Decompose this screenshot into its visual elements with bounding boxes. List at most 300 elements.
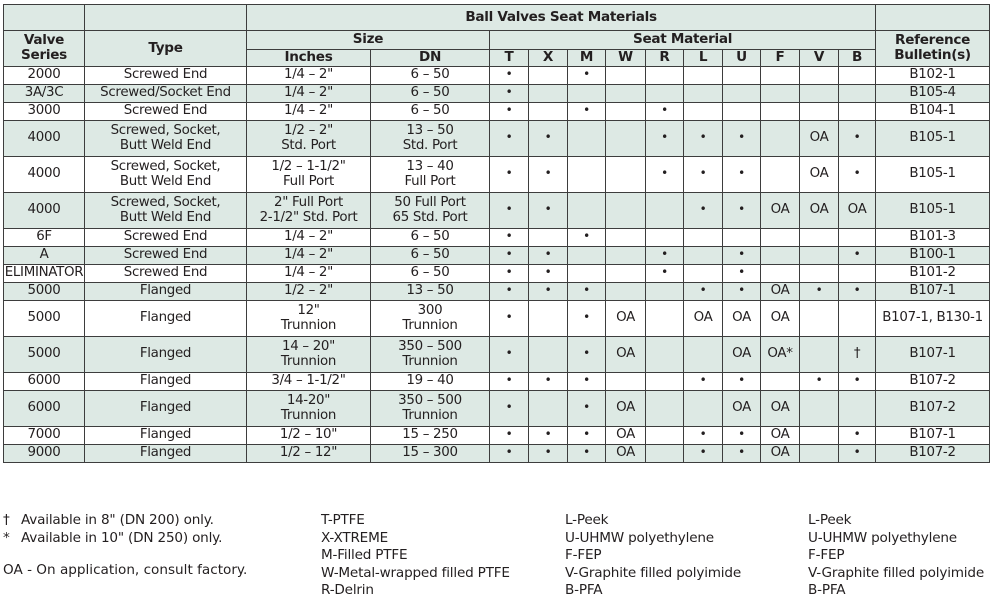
cell-material-m (568, 246, 606, 264)
table-row (4, 84, 990, 102)
cell-inches: 1/4 – 2" (247, 84, 371, 102)
cell-type: Screwed/Socket End (85, 84, 247, 102)
cell-type: Flanged (85, 426, 247, 444)
cell-material-u: • (723, 120, 761, 156)
cell-material-v (800, 444, 839, 462)
cell-inches: 1/2 – 12" (247, 444, 371, 462)
cell-material-m (568, 120, 606, 156)
cell-dn: 15 – 250 (371, 426, 490, 444)
cell-material-f: OA (761, 426, 800, 444)
cell-inches: 2" Full Port 2-1/2" Std. Port (247, 192, 371, 228)
cell-material-t: • (490, 390, 529, 426)
legend-item: B-PFA (808, 582, 846, 598)
cell-dn: 13 – 50 Std. Port (371, 120, 490, 156)
header-material-m: M (568, 50, 606, 67)
cell-inches: 1/2 – 2" (247, 282, 371, 300)
cell-material-u (723, 102, 761, 120)
cell-material-w (606, 84, 646, 102)
cell-dn: 350 – 500 Trunnion (371, 390, 490, 426)
cell-material-x: • (529, 372, 568, 390)
star-note: * Available in 10" (DN 250) only. (3, 529, 223, 546)
cell-material-f: OA (761, 300, 800, 336)
seat-materials-table (3, 4, 990, 463)
header-dn: DN (371, 50, 490, 67)
cell-material-r: • (646, 102, 684, 120)
cell-material-t: • (490, 102, 529, 120)
cell-material-v (800, 66, 839, 84)
cell-material-r: • (646, 264, 684, 282)
cell-reference: B107-1 (876, 426, 990, 444)
cell-material-u: • (723, 444, 761, 462)
header-material-u: U (723, 50, 761, 67)
cell-inches: 1/4 – 2" (247, 246, 371, 264)
cell-material-r (646, 66, 684, 84)
cell-material-f (761, 156, 800, 192)
cell-material-x (529, 336, 568, 372)
cell-material-r (646, 372, 684, 390)
material-legend-3 (808, 512, 984, 600)
cell-material-b (839, 102, 876, 120)
cell-material-b (839, 390, 876, 426)
cell-dn: 6 – 50 (371, 264, 490, 282)
cell-material-r (646, 336, 684, 372)
cell-series: 3000 (4, 102, 85, 120)
cell-material-b: • (839, 282, 876, 300)
cell-material-v: • (800, 282, 839, 300)
cell-material-w (606, 372, 646, 390)
table-title: Ball Valves Seat Materials (247, 5, 876, 31)
cell-inches: 1/4 – 2" (247, 66, 371, 84)
cell-material-v: OA (800, 192, 839, 228)
cell-dn: 6 – 50 (371, 102, 490, 120)
cell-reference: B107-2 (876, 444, 990, 462)
cell-material-f: OA* (761, 336, 800, 372)
cell-material-f: OA (761, 444, 800, 462)
cell-material-w (606, 192, 646, 228)
cell-material-u (723, 66, 761, 84)
cell-material-m: • (568, 336, 606, 372)
cell-material-m: • (568, 102, 606, 120)
cell-material-m: • (568, 372, 606, 390)
cell-reference: B104-1 (876, 102, 990, 120)
legend-item: M-Filled PTFE (321, 547, 408, 563)
cell-type: Screwed, Socket, Butt Weld End (85, 192, 247, 228)
cell-material-t: • (490, 66, 529, 84)
cell-material-t: • (490, 192, 529, 228)
cell-material-l (684, 390, 723, 426)
cell-material-r (646, 282, 684, 300)
cell-reference: B107-1, B130-1 (876, 300, 990, 336)
cell-type: Flanged (85, 390, 247, 426)
cell-material-l (684, 336, 723, 372)
material-legend-2 (565, 512, 741, 600)
cell-series: 5000 (4, 336, 85, 372)
cell-material-w (606, 282, 646, 300)
cell-material-m (568, 156, 606, 192)
cell-material-w (606, 264, 646, 282)
cell-type: Screwed End (85, 102, 247, 120)
cell-inches: 1/4 – 2" (247, 264, 371, 282)
cell-material-f (761, 84, 800, 102)
cell-material-f (761, 264, 800, 282)
cell-type: Flanged (85, 282, 247, 300)
cell-material-w: OA (606, 300, 646, 336)
cell-material-r (646, 84, 684, 102)
header-material-r: R (646, 50, 684, 67)
cell-series: 5000 (4, 300, 85, 336)
cell-reference: B107-1 (876, 336, 990, 372)
header-reference: Reference Bulletin(s) (876, 31, 990, 67)
cell-material-u: OA (723, 300, 761, 336)
table-row (4, 282, 990, 300)
cell-material-r (646, 444, 684, 462)
cell-material-f: OA (761, 192, 800, 228)
table-row (4, 390, 990, 426)
cell-material-x: • (529, 282, 568, 300)
cell-material-l (684, 228, 723, 246)
cell-material-u: • (723, 426, 761, 444)
cell-material-u (723, 228, 761, 246)
cell-material-m (568, 264, 606, 282)
cell-inches: 1/2 – 10" (247, 426, 371, 444)
cell-inches: 14-20" Trunnion (247, 390, 371, 426)
dagger-note: † Available in 8" (DN 200) only. (3, 512, 214, 528)
cell-material-t: • (490, 264, 529, 282)
cell-material-x (529, 102, 568, 120)
table-row (4, 228, 990, 246)
header-material-l: L (684, 50, 723, 67)
cell-material-w: OA (606, 426, 646, 444)
cell-reference: B107-1 (876, 282, 990, 300)
cell-dn: 6 – 50 (371, 84, 490, 102)
cell-material-x: • (529, 426, 568, 444)
cell-material-v (800, 336, 839, 372)
legend-item: R-Delrin (321, 582, 374, 598)
legend-item: F-FEP (808, 547, 845, 563)
cell-material-m: • (568, 66, 606, 84)
cell-material-m: • (568, 444, 606, 462)
table-row (4, 372, 990, 390)
cell-material-w (606, 66, 646, 84)
cell-material-l: • (684, 156, 723, 192)
table-row (4, 336, 990, 372)
cell-material-v (800, 300, 839, 336)
legend-item: V-Graphite filled polyimide (808, 564, 984, 581)
cell-dn: 50 Full Port 65 Std. Port (371, 192, 490, 228)
legend-item: F-FEP (565, 547, 602, 563)
cell-inches: 1/2 – 1-1/2" Full Port (247, 156, 371, 192)
cell-dn: 13 – 40 Full Port (371, 156, 490, 192)
cell-material-v: • (800, 372, 839, 390)
cell-type: Screwed End (85, 246, 247, 264)
table-row (4, 246, 990, 264)
cell-type: Flanged (85, 372, 247, 390)
cell-series: 9000 (4, 444, 85, 462)
table-row (4, 156, 990, 192)
cell-material-u (723, 84, 761, 102)
cell-material-f (761, 120, 800, 156)
cell-material-u: • (723, 192, 761, 228)
legend-item: L-Peek (808, 512, 852, 528)
cell-material-v (800, 264, 839, 282)
cell-material-w: OA (606, 444, 646, 462)
cell-material-r (646, 300, 684, 336)
cell-material-t: • (490, 282, 529, 300)
cell-material-x: • (529, 246, 568, 264)
cell-material-m (568, 192, 606, 228)
cell-material-v (800, 228, 839, 246)
legend-item: W-Metal-wrapped filled PTFE (321, 564, 510, 581)
cell-material-b: • (839, 156, 876, 192)
cell-material-t: • (490, 300, 529, 336)
cell-dn: 15 – 300 (371, 444, 490, 462)
legend-item: U-UHMW polyethylene (808, 529, 957, 546)
cell-material-f (761, 66, 800, 84)
table-row (4, 300, 990, 336)
cell-reference: B105-1 (876, 120, 990, 156)
cell-material-b: • (839, 426, 876, 444)
header-material-b: B (839, 50, 876, 67)
cell-inches: 1/4 – 2" (247, 102, 371, 120)
cell-reference: B105-4 (876, 84, 990, 102)
cell-material-l (684, 84, 723, 102)
cell-material-l (684, 102, 723, 120)
cell-material-m: • (568, 282, 606, 300)
cell-series: 4000 (4, 192, 85, 228)
cell-material-m: • (568, 426, 606, 444)
cell-material-b: • (839, 372, 876, 390)
cell-reference: B105-1 (876, 156, 990, 192)
legend-item: X-XTREME (321, 529, 388, 546)
cell-series: 6000 (4, 372, 85, 390)
cell-dn: 6 – 50 (371, 66, 490, 84)
cell-inches: 14 – 20" Trunnion (247, 336, 371, 372)
cell-type: Flanged (85, 444, 247, 462)
cell-material-u: • (723, 282, 761, 300)
ref-spacer (876, 5, 990, 31)
cell-reference: B107-2 (876, 390, 990, 426)
cell-type: Screwed, Socket, Butt Weld End (85, 156, 247, 192)
cell-series: 4000 (4, 120, 85, 156)
cell-material-t: • (490, 228, 529, 246)
cell-material-x: • (529, 156, 568, 192)
header-seat-material: Seat Material (490, 31, 876, 50)
cell-material-m: • (568, 300, 606, 336)
cell-reference: B102-1 (876, 66, 990, 84)
cell-inches: 3/4 – 1-1/2" (247, 372, 371, 390)
cell-series: 4000 (4, 156, 85, 192)
cell-material-t: • (490, 336, 529, 372)
table-row (4, 426, 990, 444)
cell-reference: B107-2 (876, 372, 990, 390)
cell-material-w: OA (606, 336, 646, 372)
cell-material-x (529, 84, 568, 102)
cell-material-l: • (684, 192, 723, 228)
cell-material-w (606, 246, 646, 264)
cell-material-b: • (839, 120, 876, 156)
legend-item: L-Peek (565, 512, 609, 528)
header-type: Type (85, 31, 247, 67)
cell-type: Flanged (85, 300, 247, 336)
cell-material-l: • (684, 282, 723, 300)
cell-inches: 1/2 – 2" Std. Port (247, 120, 371, 156)
cell-series: ELIMINATOR (4, 265, 84, 281)
cell-series: 6000 (4, 390, 85, 426)
cell-material-b: OA (839, 192, 876, 228)
cell-material-u: • (723, 246, 761, 264)
legend-item: T-PTFE (321, 512, 365, 528)
cell-material-b: † (839, 336, 876, 372)
cell-material-v (800, 426, 839, 444)
cell-material-l (684, 246, 723, 264)
cell-material-b (839, 228, 876, 246)
header-material-x: X (529, 50, 568, 67)
cell-type: Screwed End (85, 66, 247, 84)
cell-type: Flanged (85, 336, 247, 372)
cell-material-b (839, 264, 876, 282)
cell-material-f (761, 102, 800, 120)
cell-material-v (800, 390, 839, 426)
cell-material-w (606, 120, 646, 156)
cell-material-f: OA (761, 282, 800, 300)
cell-material-r: • (646, 120, 684, 156)
cell-material-u: • (723, 372, 761, 390)
header-material-f: F (761, 50, 800, 67)
cell-material-w (606, 156, 646, 192)
cell-material-f (761, 372, 800, 390)
cell-material-u: • (723, 156, 761, 192)
cell-material-r (646, 390, 684, 426)
cell-material-m: • (568, 228, 606, 246)
cell-material-t: • (490, 372, 529, 390)
cell-material-x (529, 300, 568, 336)
header-size: Size (247, 31, 490, 50)
cell-type: Screwed, Socket, Butt Weld End (85, 120, 247, 156)
cell-series: A (4, 246, 85, 264)
footnotes (3, 512, 222, 547)
cell-material-w (606, 228, 646, 246)
cell-material-v: OA (800, 120, 839, 156)
cell-dn: 6 – 50 (371, 228, 490, 246)
corner-cell (4, 5, 85, 31)
header-valve-series: Valve Series (4, 31, 85, 67)
type-spacer (85, 5, 247, 31)
cell-series: 2000 (4, 66, 85, 84)
material-legend-1 (321, 512, 510, 600)
table-row (4, 120, 990, 156)
cell-material-b (839, 84, 876, 102)
cell-material-x (529, 66, 568, 84)
cell-reference: B105-1 (876, 192, 990, 228)
cell-material-v (800, 102, 839, 120)
cell-material-f (761, 228, 800, 246)
table-row (4, 264, 990, 282)
header-material-v: V (800, 50, 839, 67)
cell-material-x: • (529, 264, 568, 282)
cell-material-t: • (490, 120, 529, 156)
cell-inches: 1/4 – 2" (247, 228, 371, 246)
cell-material-t: • (490, 444, 529, 462)
cell-reference: B101-3 (876, 228, 990, 246)
cell-material-u: OA (723, 336, 761, 372)
cell-material-x (529, 228, 568, 246)
dagger-symbol: † (3, 512, 10, 528)
cell-dn: 19 – 40 (371, 372, 490, 390)
table-row (4, 102, 990, 120)
table-row (4, 66, 990, 84)
cell-material-x: • (529, 192, 568, 228)
cell-type: Screwed End (85, 264, 247, 282)
cell-material-w: OA (606, 390, 646, 426)
cell-material-l (684, 66, 723, 84)
cell-dn: 300 Trunnion (371, 300, 490, 336)
cell-material-m: • (568, 390, 606, 426)
cell-material-x (529, 390, 568, 426)
header-material-w: W (606, 50, 646, 67)
cell-material-l: • (684, 372, 723, 390)
cell-material-r: • (646, 156, 684, 192)
cell-material-b (839, 300, 876, 336)
cell-reference: B100-1 (876, 246, 990, 264)
cell-material-r: • (646, 246, 684, 264)
header-inches: Inches (247, 50, 371, 67)
cell-series: 3A/3C (4, 84, 85, 102)
cell-material-m (568, 84, 606, 102)
cell-material-l: • (684, 120, 723, 156)
cell-material-t: • (490, 246, 529, 264)
cell-reference: B101-2 (876, 264, 990, 282)
legend-item: B-PFA (565, 582, 603, 598)
legend-item: U-UHMW polyethylene (565, 529, 714, 546)
cell-series: 6F (4, 228, 85, 246)
cell-dn: 6 – 50 (371, 246, 490, 264)
cell-material-l: • (684, 426, 723, 444)
oa-note: OA - On application, consult factory. (3, 562, 248, 578)
cell-material-b (839, 66, 876, 84)
cell-material-l: • (684, 444, 723, 462)
header-material-t: T (490, 50, 529, 67)
cell-material-t: • (490, 426, 529, 444)
cell-material-r (646, 192, 684, 228)
cell-material-w (606, 102, 646, 120)
cell-material-u: • (723, 264, 761, 282)
cell-material-f (761, 246, 800, 264)
cell-inches: 12" Trunnion (247, 300, 371, 336)
cell-material-u: OA (723, 390, 761, 426)
cell-material-r (646, 228, 684, 246)
cell-series: 5000 (4, 282, 85, 300)
cell-type: Screwed End (85, 228, 247, 246)
cell-series: 7000 (4, 426, 85, 444)
star-symbol: * (3, 529, 10, 546)
table-row (4, 192, 990, 228)
cell-material-l (684, 264, 723, 282)
cell-dn: 13 – 50 (371, 282, 490, 300)
cell-material-l: OA (684, 300, 723, 336)
cell-material-f: OA (761, 390, 800, 426)
cell-material-v: OA (800, 156, 839, 192)
cell-material-x: • (529, 444, 568, 462)
cell-dn: 350 – 500 Trunnion (371, 336, 490, 372)
cell-material-v (800, 84, 839, 102)
table-row (4, 444, 990, 462)
cell-material-x: • (529, 120, 568, 156)
cell-material-b: • (839, 444, 876, 462)
cell-material-r (646, 426, 684, 444)
legend-item: V-Graphite filled polyimide (565, 564, 741, 581)
cell-material-v (800, 246, 839, 264)
cell-material-t: • (490, 84, 529, 102)
